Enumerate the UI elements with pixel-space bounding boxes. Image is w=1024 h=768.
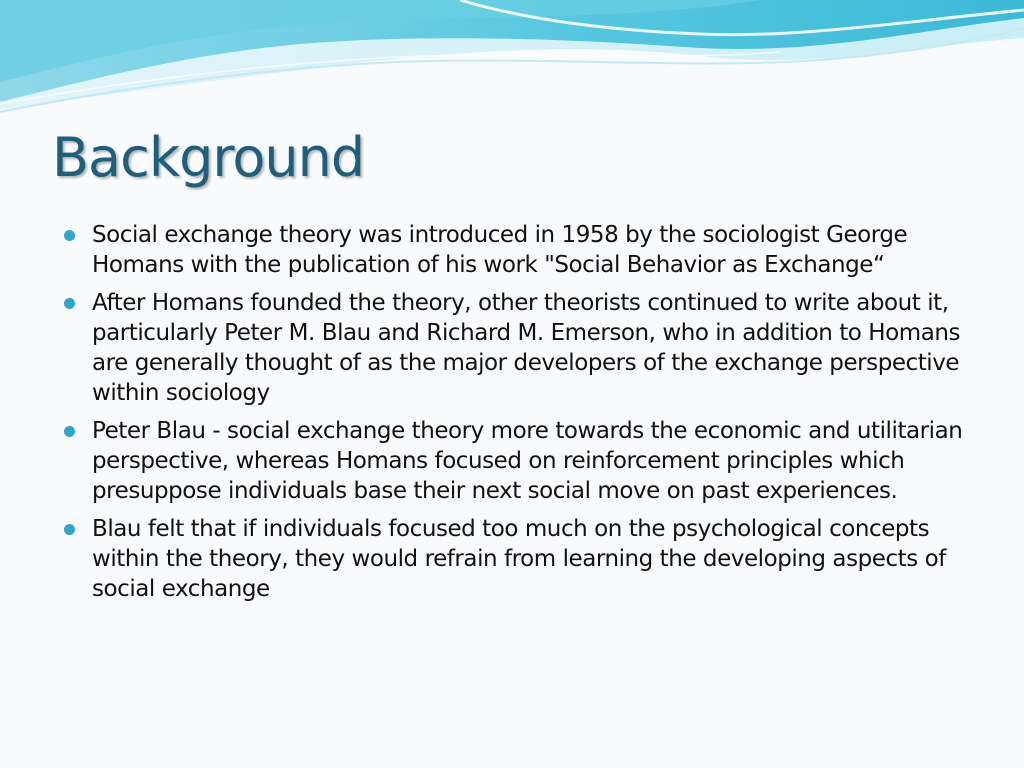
bullet-icon — [64, 298, 75, 309]
bullet-item — [92, 288, 972, 408]
bullet-text: After Homans founded the theory, other theorists continued to write about it, particularly Peter M. Blau and Richard M. Emerson, who in addition to Homans are generally thought of as the major developers of the exchange perspective within sociology — [92, 290, 961, 406]
bullet-icon — [64, 524, 75, 535]
bullet-text: Social exchange theory was introduced in 1958 by the sociologist George Homans with the publication of his work "Social Behavior as Exchange“ — [92, 222, 908, 278]
header-wave-decoration — [0, 0, 1024, 130]
bullet-icon — [64, 230, 75, 241]
bullet-text: Blau felt that if individuals focused too much on the psychological concepts within the theory, they would refrain from learning the developing aspects of social exchange — [92, 516, 946, 602]
slide-title: Background — [52, 126, 365, 189]
bullet-icon — [64, 426, 75, 437]
bullet-list — [92, 220, 972, 612]
bullet-item — [92, 416, 972, 506]
bullet-text: Peter Blau - social exchange theory more towards the economic and utilitarian perspective, whereas Homans focused on reinforcement principles which presuppose individuals base their next social move on past experiences. — [92, 418, 963, 504]
bullet-item — [92, 514, 972, 604]
bullet-item — [92, 220, 972, 280]
